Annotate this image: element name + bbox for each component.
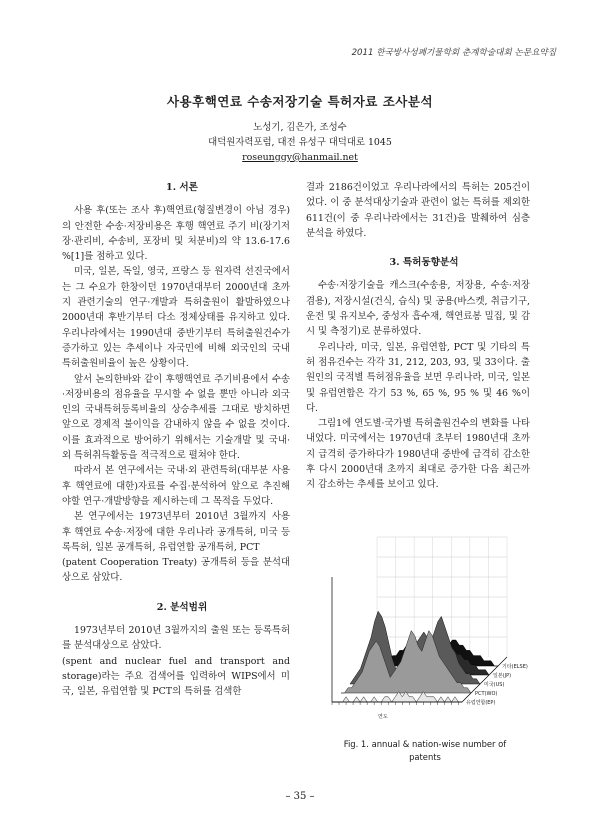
paragraph: 앞서 논의한바와 같이 후행핵연료 주기비용에서 수송·저장비용의 점유율을 무시할 수 없을 뿐만 아니라 외국인의 국내특허등록비율의 상승추세를 그대로 방치하면 앞으로 경제적 불이익을 감내하지 않을 수 없을 것이다. 이를 효과적으로 방어하기 위해서는 기술개발 및 국내·외 특허취득활동을 적극적으로 펼쳐야 한다. bbox=[62, 373, 290, 462]
paragraph: 본 연구에서는 1973년부터 2010년 3월까지 사용 후 핵연료 수송·저장에 대한 우리나라 공개특허, 미국 등록특허, 일본 공개특허, 유럽연합 공개특허, PCT bbox=[62, 511, 290, 553]
paragraph: 그림1에 연도별·국가별 특허출원건수의 변화를 나타내었다. 미국에서는 1970년대 초부터 1980년대 초까지 급격히 증가하다가 1980년대 중반에 급격히 감소한 후 다시 2000년대 초까지 최대로 증가한 다음 최근까지 감소하는 추세를 보이고 있다. bbox=[306, 418, 530, 491]
author-names: 노성기, 김은가, 조성수 bbox=[253, 122, 347, 133]
author-block bbox=[0, 120, 600, 165]
paragraph: 1973년부터 2010년 3월까지의 출원 또는 등록특허를 분석대상으로 삼았다. bbox=[62, 625, 290, 652]
page-number: – 35 – bbox=[285, 791, 315, 802]
paragraph: 따라서 본 연구에서는 국내·외 관련특허(대부분 사용 후 핵연료에 대한)자료를 수집·분석하여 앞으로 추진해야할 연구·개발방향을 제시하는데 그 목적을 두었다. bbox=[62, 465, 290, 507]
section-heading-introduction: 1. 서론 bbox=[166, 182, 198, 193]
figure-1-chart bbox=[318, 562, 528, 722]
paragraph: (patent Cooperation Treaty) 공개특허 등을 분석대상으로 삼았다. bbox=[62, 557, 290, 584]
legend-label: 기타(ELSE) bbox=[502, 664, 528, 670]
paragraph: (spent and nuclear fuel and transport and storage)라는 주요 검색어를 입력하여 WIPS에서 미국, 일본, 유럽연합 및 PCT의 특허를 검색한 bbox=[62, 655, 290, 698]
chart-series bbox=[332, 611, 498, 702]
legend-label: 미국(US) bbox=[484, 682, 505, 688]
paragraph: 미국, 일본, 독일, 영국, 프랑스 등 원자력 선진국에서는 그 수요가 한창이던 1970년대부터 2000년대 초까지 관련기술의 연구·개발과 특허출원이 활발하였으나 2000년대 후반기부터 다소 정체상태를 유지하고 있다. 우리나라에서는 1990년대 중반기부터 특허출원건수가 증가하고 있는 추세이나 자국민에 비해 외국인의 국내 특허출원비율이 높은 상황이다. bbox=[62, 266, 290, 370]
legend-label: 유럽연합(EP) bbox=[466, 700, 496, 706]
legend-label: 일본(JP) bbox=[493, 673, 512, 679]
x-axis-label: 연도 bbox=[378, 714, 388, 720]
author-email-link[interactable]: roseunggy@hanmail.net bbox=[242, 152, 358, 163]
left-column bbox=[62, 180, 290, 700]
section-heading-patent-trend: 3. 특허동향분석 bbox=[389, 257, 459, 269]
paragraph: 사용 후(또는 조사 후)핵연료(형질변경이 아님 경우)의 안전한 수송·저장비용은 후행 핵연료 주기 비(장기저장·관리비, 수송비, 포장비 및 처분비)의 약 13.6-17.6 %[1]를 점하고 있다. bbox=[62, 205, 290, 263]
author-affiliation: 대덕원자력포럼, 대전 유성구 대덕대로 1045 bbox=[208, 137, 392, 148]
paragraph: 우리나라, 미국, 일본, 유럽연합, PCT 및 기타의 특허 점유건수는 각각 31, 212, 203, 93, 및 33이다. 출원인의 국적별 특허점유율을 보면 우리나라, 미국, 일본 및 유럽연합은 각기 53 %, 65 %, 95 % 및 46 %이다. bbox=[306, 341, 530, 414]
running-header: 2011 한국방사성폐기물학회 춘계학술대회 논문요약집 bbox=[351, 48, 556, 58]
legend-label: PCT(WO) bbox=[475, 691, 498, 697]
right-column bbox=[306, 180, 530, 493]
paragraph: 결과 2186건이었고 우리나라에서의 특허는 205건이었다. 이 중 분석대상기술과 관련이 없는 특허를 제외한 611건(이 중 우리나라에서는 31건)을 발췌하여 심층 분석을 하였다. bbox=[306, 182, 530, 239]
caption-line: Fig. 1. annual & nation-wise number of bbox=[343, 739, 507, 749]
paper-title: 사용후핵연료 수송저장기술 특허자료 조사분석 bbox=[166, 94, 434, 109]
section-heading-scope: 2. 분석범위 bbox=[156, 601, 208, 613]
chart-svg bbox=[318, 562, 528, 722]
paragraph: 수송·저장기술을 캐스크(수송용, 저장용, 수송·저장 겸용), 저장시설(건식, 습식) 및 공용(바스켓, 취급기구, 운전 및 유지보수, 중성자 흡수재, 핵연료봉 밀집, 및 감시 및 측정기)로 분류하였다. bbox=[306, 280, 530, 338]
caption-line: patents bbox=[409, 752, 441, 762]
figure-caption bbox=[330, 738, 520, 764]
